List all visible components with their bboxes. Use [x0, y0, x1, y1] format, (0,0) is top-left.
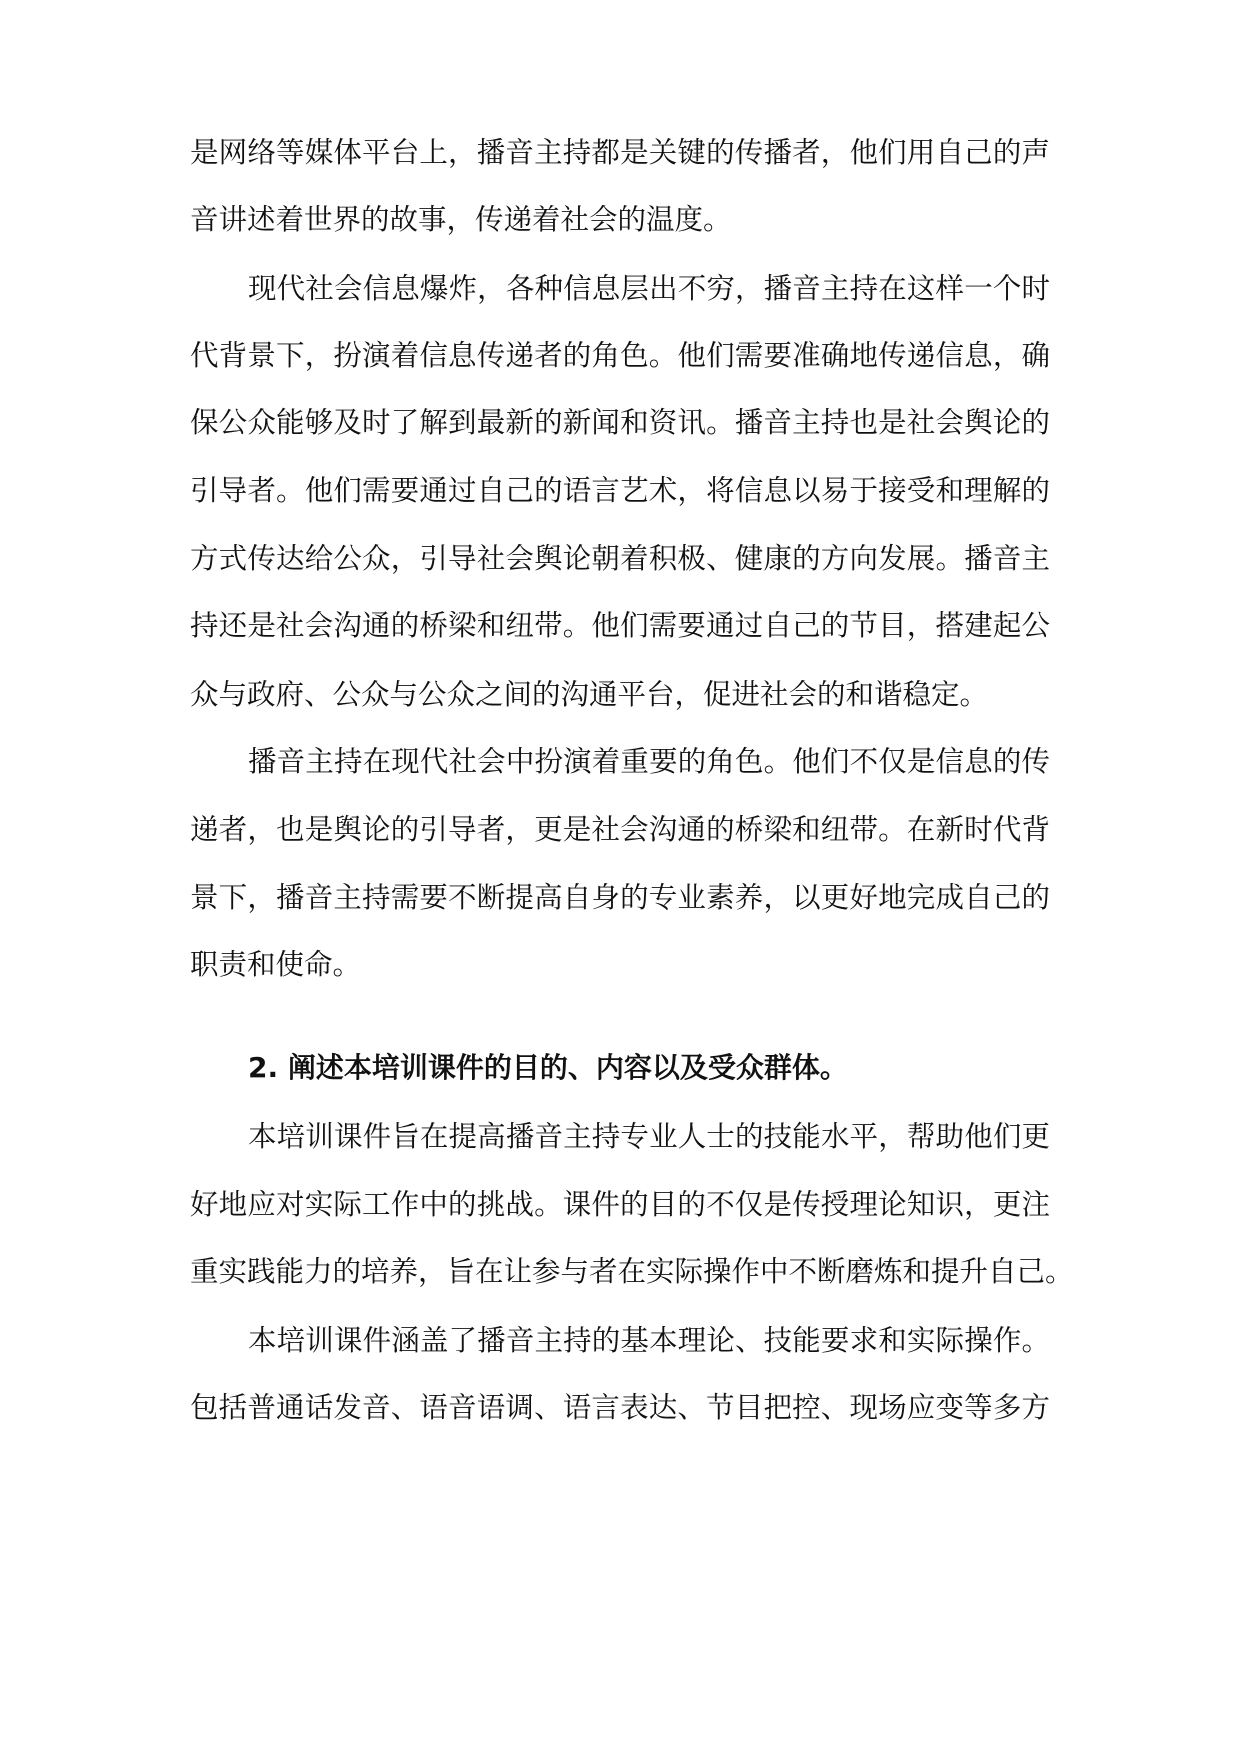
body-text-line: 播音主持在现代社会中扮演着重要的角色。他们不仅是信息的传	[248, 745, 1050, 778]
body-text-line: 现代社会信息爆炸，各种信息层出不穷，播音主持在这样一个时	[248, 272, 1050, 305]
body-text-line: 包括普通话发音、语音语调、语言表达、节目把控、现场应变等多方	[190, 1391, 1050, 1424]
body-text-line: 保公众能够及时了解到最新的新闻和资讯。播音主持也是社会舆论的	[190, 406, 1050, 439]
body-text-line: 职责和使命。	[190, 948, 362, 981]
body-text-line: 代背景下，扮演着信息传递者的角色。他们需要准确地传递信息，确	[190, 339, 1050, 372]
section-heading: 2. 阐述本培训课件的目的、内容以及受众群体。	[248, 1051, 848, 1084]
body-text-line: 重实践能力的培养，旨在让参与者在实际操作中不断磨炼和提升自己。	[190, 1255, 1074, 1288]
body-text-line: 好地应对实际工作中的挑战。课件的目的不仅是传授理论知识，更注	[190, 1188, 1050, 1221]
body-text-line: 音讲述着世界的故事，传递着社会的温度。	[190, 203, 732, 236]
body-text-line: 引导者。他们需要通过自己的语言艺术，将信息以易于接受和理解的	[190, 474, 1050, 507]
body-text-line: 递者，也是舆论的引导者，更是社会沟通的桥梁和纽带。在新时代背	[190, 813, 1050, 846]
body-text-line: 方式传达给公众，引导社会舆论朝着积极、健康的方向发展。播音主	[190, 542, 1050, 575]
body-text-line: 持还是社会沟通的桥梁和纽带。他们需要通过自己的节目，搭建起公	[190, 609, 1050, 642]
body-text-line: 众与政府、公众与公众之间的沟通平台，促进社会的和谐稳定。	[190, 678, 989, 711]
body-text-line: 景下，播音主持需要不断提高自身的专业素养，以更好地完成自己的	[190, 881, 1050, 914]
body-text-line: 本培训课件旨在提高播音主持专业人士的技能水平，帮助他们更	[248, 1120, 1050, 1153]
body-text-line: 本培训课件涵盖了播音主持的基本理论、技能要求和实际操作。	[248, 1324, 1050, 1357]
body-text-line: 是网络等媒体平台上，播音主持都是关键的传播者，他们用自己的声	[190, 136, 1050, 169]
